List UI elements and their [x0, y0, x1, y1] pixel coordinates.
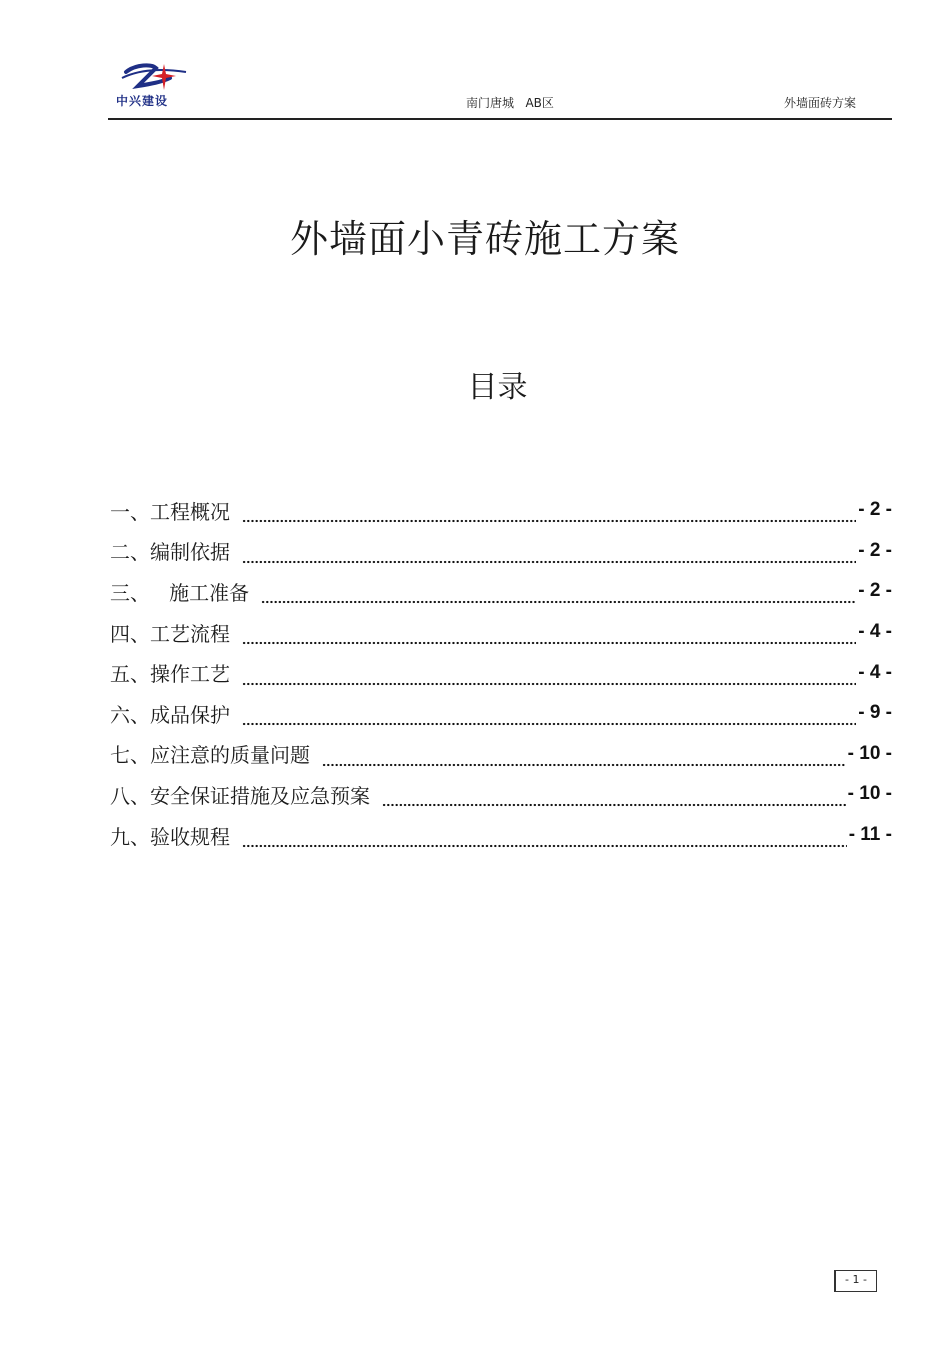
- toc-entry-2[interactable]: [110, 531, 892, 572]
- page-number: - 1 -: [845, 1273, 867, 1286]
- toc-entry-label: 三、 施工准备: [110, 580, 250, 605]
- toc-entry-page: - 4 -: [858, 661, 892, 683]
- toc-leader-dots: [242, 544, 856, 564]
- page-number-box: [834, 1270, 877, 1292]
- toc-entry-label: 七、应注意的质量问题: [110, 743, 310, 768]
- toc-entry-page: - 4 -: [858, 621, 892, 643]
- toc-entry-4[interactable]: [110, 612, 892, 653]
- toc-leader-dots: [382, 787, 846, 807]
- toc-entry-label: 九、验收规程: [110, 824, 230, 849]
- header-document-name: 外墙面砖方案: [783, 96, 856, 110]
- toc-leader-dots: [242, 828, 847, 848]
- toc-entry-label: 四、工艺流程: [110, 621, 230, 646]
- document-title: 外墙面小青砖施工方案: [289, 217, 680, 261]
- toc-entry-8[interactable]: [110, 774, 892, 815]
- table-of-contents: [110, 490, 892, 855]
- toc-heading: 目录: [467, 370, 528, 405]
- toc-entry-6[interactable]: [110, 693, 892, 734]
- toc-entry-3[interactable]: [110, 571, 892, 612]
- toc-entry-page: - 11 -: [848, 824, 892, 846]
- toc-entry-page: - 9 -: [858, 702, 892, 724]
- company-logo: [116, 60, 200, 108]
- page-header: [108, 58, 892, 120]
- toc-entry-label: 二、编制依据: [110, 540, 230, 565]
- toc-entry-9[interactable]: [110, 815, 892, 856]
- toc-entry-page: - 2 -: [858, 580, 892, 602]
- toc-entry-page: - 2 -: [858, 499, 892, 521]
- toc-entry-label: 八、安全保证措施及应急预案: [110, 783, 370, 808]
- logo-text: 中兴建设: [116, 94, 169, 108]
- logo-mark-icon: [116, 60, 200, 94]
- toc-leader-dots: [261, 584, 856, 604]
- toc-leader-dots: [242, 503, 856, 523]
- toc-leader-dots: [322, 747, 846, 767]
- toc-leader-dots: [242, 706, 856, 726]
- toc-entry-label: 六、成品保护: [110, 702, 230, 727]
- toc-leader-dots: [242, 625, 856, 645]
- toc-entry-label: 一、工程概况: [110, 499, 230, 524]
- toc-entry-page: - 2 -: [858, 539, 892, 561]
- toc-entry-label: 五、操作工艺: [110, 662, 230, 687]
- toc-entry-1[interactable]: [110, 490, 892, 531]
- toc-leader-dots: [242, 666, 856, 686]
- toc-entry-page: - 10 -: [847, 742, 892, 764]
- toc-entry-page: - 10 -: [847, 783, 892, 805]
- toc-entry-5[interactable]: [110, 652, 892, 693]
- toc-entry-7[interactable]: [110, 734, 892, 775]
- header-project-name: 南门唐城 AB区: [466, 96, 554, 110]
